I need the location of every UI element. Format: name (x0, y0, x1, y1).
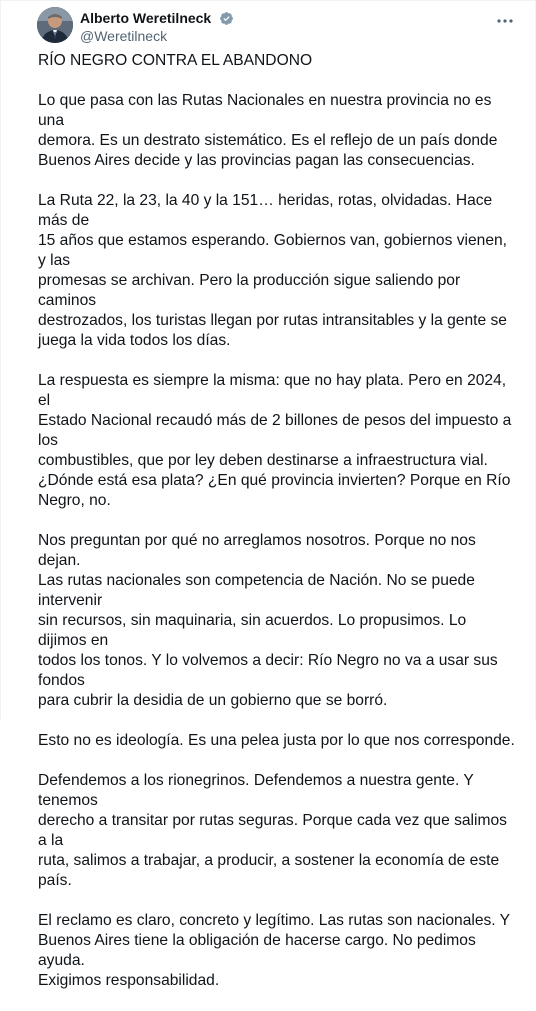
tweet-line: todos los tonos. Y lo volvemos a decir: Río Negro no va a usar sus fondos (38, 652, 498, 689)
tweet-line: Nos preguntan por qué no arreglamos nosotros. Porque no nos dejan. (38, 532, 476, 569)
more-options-button[interactable] (495, 11, 515, 31)
avatar[interactable] (37, 7, 73, 43)
tweet-paragraph (38, 191, 518, 351)
tweet-paragraph (38, 771, 518, 891)
tweet-title: RÍO NEGRO CONTRA EL ABANDONO (38, 52, 313, 69)
tweet-line: El reclamo es claro, concreto y legítimo. Las rutas son nacionales. Y (38, 912, 511, 929)
tweet-header (37, 7, 527, 47)
tweet-line: demora. Es un destrato sistemático. Es el reflejo de un país donde (38, 132, 498, 149)
author-handle[interactable]: @Weretilneck (80, 28, 168, 45)
tweet-paragraph (38, 531, 518, 711)
tweet-line: Buenos Aires tiene la obligación de hacerse cargo. No pedimos ayuda. (38, 932, 476, 969)
tweet-line: Lo que pasa con las Rutas Nacionales en nuestra provincia no es una (38, 92, 492, 129)
tweet-line: 15 años que estamos esperando. Gobiernos van, gobiernos vienen, y las (38, 232, 507, 269)
tweet-line: derecho a transitar por rutas seguras. Porque cada vez que salimos a la (38, 812, 507, 849)
verified-badge-icon (219, 11, 234, 26)
tweet-line: destrozados, los turistas llegan por rutas intransitables y la gente se (38, 312, 507, 329)
tweet-line: Negro, no. (38, 492, 111, 509)
tweet-paragraph (38, 371, 518, 511)
tweet-paragraph (38, 911, 518, 991)
tweet-line: Estado Nacional recaudó más de 2 billones de pesos del impuesto a los (38, 412, 512, 449)
tweet-line: La Ruta 22, la 23, la 40 y la 151… heridas, rotas, olvidadas. Hace más de (38, 192, 493, 229)
more-horizontal-icon (495, 11, 515, 31)
tweet-line: juega la vida todos los días. (38, 332, 231, 349)
tweet-line: Defendemos a los rionegrinos. Defendemos a nuestra gente. Y tenemos (38, 772, 474, 809)
tweet-paragraph (38, 731, 518, 751)
tweet-line: sin recursos, sin maquinaria, sin acuerdos. Lo propusimos. Lo dijimos en (38, 612, 467, 649)
tweet-line: combustibles, que por ley deben destinarse a infraestructura vial. (38, 452, 488, 469)
tweet-line: para cubrir la desidia de un gobierno que se borró. (38, 692, 388, 709)
tweet-line: Exigimos responsabilidad. (38, 972, 220, 989)
tweet-paragraph (38, 91, 518, 171)
author-block (80, 9, 234, 45)
tweet-line: La respuesta es siempre la misma: que no hay plata. Pero en 2024, el (38, 372, 507, 409)
tweet-text (38, 51, 518, 1011)
author-display-name[interactable]: Alberto Weretilneck (80, 10, 212, 26)
tweet-line: Esto no es ideología. Es una pelea justa por lo que nos corresponde. (38, 732, 515, 749)
tweet-line: ¿Dónde está esa plata? ¿En qué provincia invierten? Porque en Río (38, 472, 511, 489)
tweet-line: ruta, salimos a trabajar, a producir, a sostener la economía de este país. (38, 852, 500, 889)
avatar-photo-icon (37, 7, 73, 43)
tweet-line: Buenos Aires decide y las provincias pagan las consecuencias. (38, 152, 475, 169)
tweet-line: promesas se archivan. Pero la producción sigue saliendo por caminos (38, 272, 461, 309)
tweet-line: Las rutas nacionales son competencia de Nación. No se puede intervenir (38, 572, 475, 609)
